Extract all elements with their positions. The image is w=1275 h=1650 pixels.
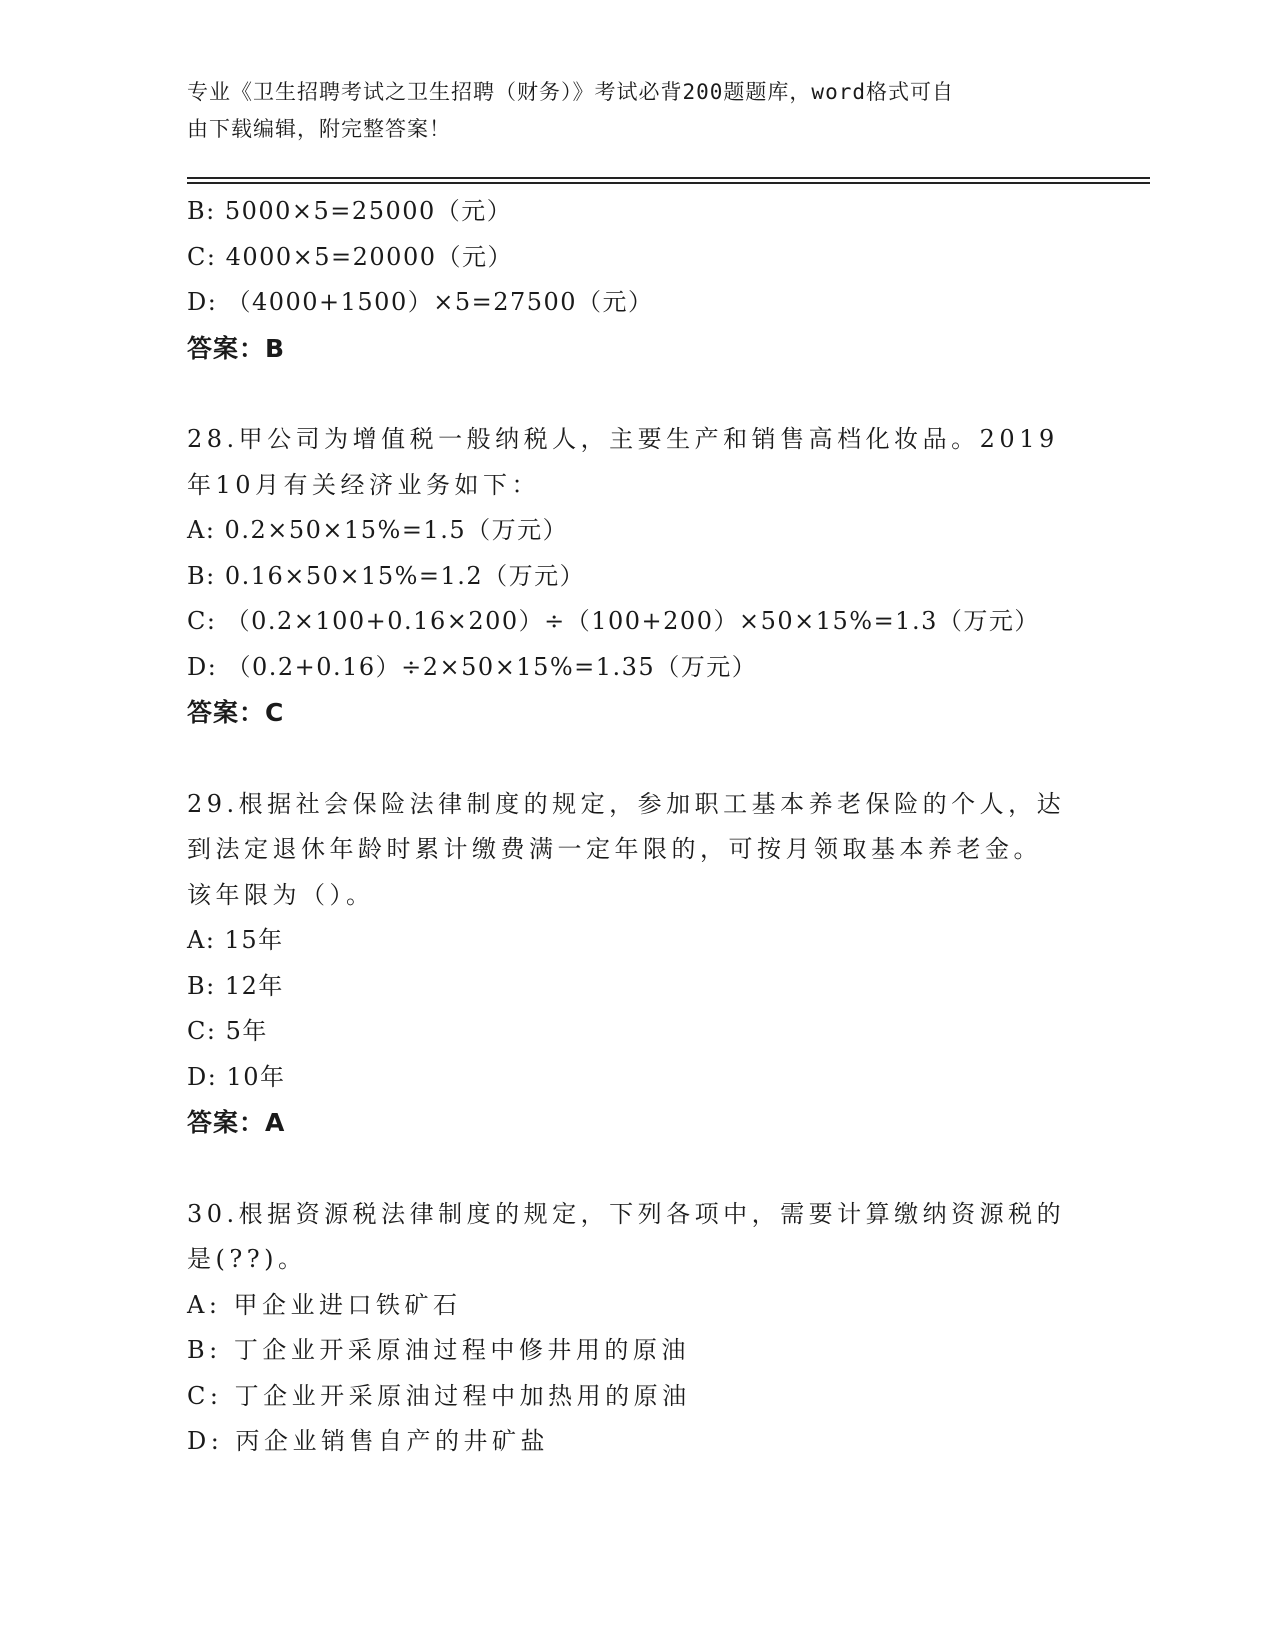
header-divider-bottom bbox=[187, 182, 1150, 184]
header-line-2: 由下载编辑，附完整答案！ bbox=[187, 117, 451, 141]
spacer bbox=[187, 736, 1087, 782]
q27-option-d: D: （4000+1500）×5=27500（元） bbox=[187, 288, 654, 316]
header-divider-top bbox=[187, 177, 1150, 179]
q27-answer: 答案：B bbox=[187, 333, 286, 363]
q27-option-c: C: 4000×5=20000（元） bbox=[187, 242, 513, 271]
q28-stem-line-2: 年10月有关经济业务如下： bbox=[187, 470, 541, 499]
question-content bbox=[187, 189, 1087, 1465]
q29-stem-line-2: 到法定退休年龄时累计缴费满一定年限的，可按月领取基本养老金。 bbox=[187, 835, 1042, 863]
q28-stem-line-1: 28.甲公司为增值税一般纳税人，主要生产和销售高档化妆品。2019 bbox=[187, 425, 1059, 453]
question-27-block bbox=[187, 189, 1087, 371]
q30-option-a: A: 甲企业进口铁矿石 bbox=[187, 1290, 462, 1319]
q29-stem-line-3: 该年限为（）。 bbox=[187, 880, 375, 909]
q28-option-b: B: 0.16×50×15%=1.2（万元） bbox=[187, 561, 586, 590]
q30-option-d: D: 丙企业销售自产的井矿盐 bbox=[187, 1427, 549, 1455]
q28-option-d: D: （0.2+0.16）÷2×50×15%=1.35（万元） bbox=[187, 652, 758, 681]
q29-option-c: C: 5年 bbox=[187, 1017, 268, 1045]
q29-answer: 答案：A bbox=[187, 1108, 286, 1137]
q30-option-b: B: 丁企业开采原油过程中修井用的原油 bbox=[187, 1336, 690, 1364]
q29-option-d: D: 10年 bbox=[187, 1062, 286, 1091]
q28-option-c: C: （0.2×100+0.16×200）÷（100+200）×50×15%=1.3（万元） bbox=[187, 607, 1040, 635]
q30-stem-line-1: 30.根据资源税法律制度的规定，下列各项中，需要计算缴纳资源税的 bbox=[187, 1199, 1066, 1228]
q30-option-c: C: 丁企业开采原油过程中加热用的原油 bbox=[187, 1381, 691, 1410]
question-28-block bbox=[187, 417, 1087, 736]
q29-option-a: A: 15年 bbox=[187, 926, 284, 954]
q28-answer: 答案：C bbox=[187, 698, 285, 727]
question-29-block bbox=[187, 782, 1087, 1146]
q29-option-b: B: 12年 bbox=[187, 971, 284, 1000]
q27-option-b: B: 5000×5=25000（元） bbox=[187, 197, 513, 225]
spacer bbox=[187, 1146, 1087, 1192]
q30-stem-line-2: 是(??)。 bbox=[187, 1245, 307, 1273]
q28-option-a: A: 0.2×50×15%=1.5（万元） bbox=[187, 516, 569, 544]
question-30-block bbox=[187, 1192, 1087, 1465]
header-line-1: 专业《卫生招聘考试之卫生招聘（财务）》考试必背200题题库，word格式可自 bbox=[187, 80, 954, 104]
document-header bbox=[187, 74, 1067, 148]
q29-stem-line-1: 29.根据社会保险法律制度的规定，参加职工基本养老保险的个人，达 bbox=[187, 789, 1066, 818]
spacer bbox=[187, 371, 1087, 417]
